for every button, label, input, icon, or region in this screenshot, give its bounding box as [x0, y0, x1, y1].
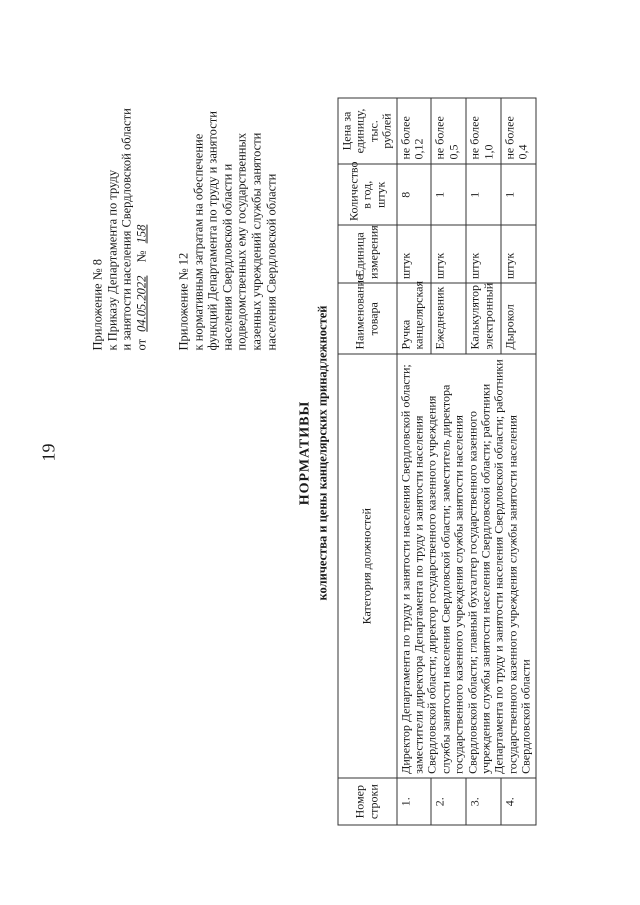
item-cell: Ежедневник — [431, 283, 466, 354]
table-header-row — [338, 98, 397, 825]
number-value: 158 — [133, 224, 148, 243]
page-number: 19 — [38, 443, 58, 461]
row-number: 2. — [431, 778, 466, 825]
appendix-sub-line: населения Свердловской области и — [219, 163, 234, 350]
quantity-cell: 1 — [431, 164, 466, 225]
header-unit: Единица измерения — [338, 225, 397, 283]
header-category: Категория должностей — [338, 354, 397, 778]
price-cell: не более 0,12 — [396, 98, 431, 164]
header-row-number: Номер строки — [338, 778, 397, 825]
quantity-cell: 1 — [500, 164, 535, 225]
appendix-line: Приложение № 8 — [90, 258, 104, 350]
appendix-sub-line: подведомственных ему государственных — [234, 132, 249, 350]
row-number: 3. — [466, 778, 501, 825]
appendix-subheader — [176, 10, 278, 350]
appendix-header — [90, 10, 148, 350]
quantity-cell: 8 — [396, 164, 431, 225]
appendix-sub-line: казенных учреждений службы занятости — [248, 132, 263, 350]
price-cell: не более 0,5 — [431, 98, 466, 164]
table-row — [396, 98, 431, 825]
unit-cell: штук — [466, 225, 501, 283]
appendix-line: к Приказу Департамента по труду — [104, 169, 119, 350]
header-item-name: Наименование товара — [338, 283, 397, 354]
appendix-date-line — [134, 10, 149, 350]
price-cell: не более 0,4 — [500, 98, 535, 164]
appendix-sub-line: функций Департамента по труду и занятости — [205, 110, 220, 350]
date-value: 04.05.2022 — [133, 275, 148, 332]
item-cell: Дырокол — [500, 283, 535, 354]
unit-cell: штук — [396, 225, 431, 283]
appendix-sub-line: к нормативным затратам на обеспечение — [190, 133, 205, 350]
item-cell: Калькулятор электронный — [466, 283, 501, 354]
date-prefix: от — [133, 338, 148, 350]
document-title: НОРМАТИВЫ — [297, 400, 312, 505]
number-label: № — [133, 250, 148, 262]
header-price: Цена за единицу, тыс. рублей — [338, 98, 397, 164]
appendix-sub-line: населения Свердловской области — [263, 173, 278, 350]
header-quantity: Количество в год, штук — [338, 164, 397, 225]
appendix-sub-line: Приложение № 12 — [176, 252, 190, 350]
document-subtitle: количества и цены канцелярских принадлежностей — [315, 305, 329, 600]
item-cell: Ручка канцелярская — [396, 283, 431, 354]
quantity-cell: 1 — [466, 164, 501, 225]
price-cell: не более 1,0 — [466, 98, 501, 164]
unit-cell: штук — [431, 225, 466, 283]
row-number: 1. — [396, 778, 431, 825]
unit-cell: штук — [500, 225, 535, 283]
appendix-line: и занятости населения Свердловской области — [119, 107, 134, 350]
row-number: 4. — [500, 778, 535, 825]
category-cell: Директор Департамента по труду и занятости населения Свердловской области; заместители директора Департамента по труду и занятости населения Свердловской области; директор государственного казенного учреждения службы занятости населения Свердловской области; заместитель директора государственного казенного учреждения службы занятости населения Свердловской области; главный бухгалтер государственного казенного учреждения службы занятости населения Свердловской области; работники Департамента по труду и занятости населения Свердловской области; работники государственного казенного учреждения службы занятости населения Свердловской области — [396, 354, 535, 778]
norms-table — [337, 97, 536, 825]
